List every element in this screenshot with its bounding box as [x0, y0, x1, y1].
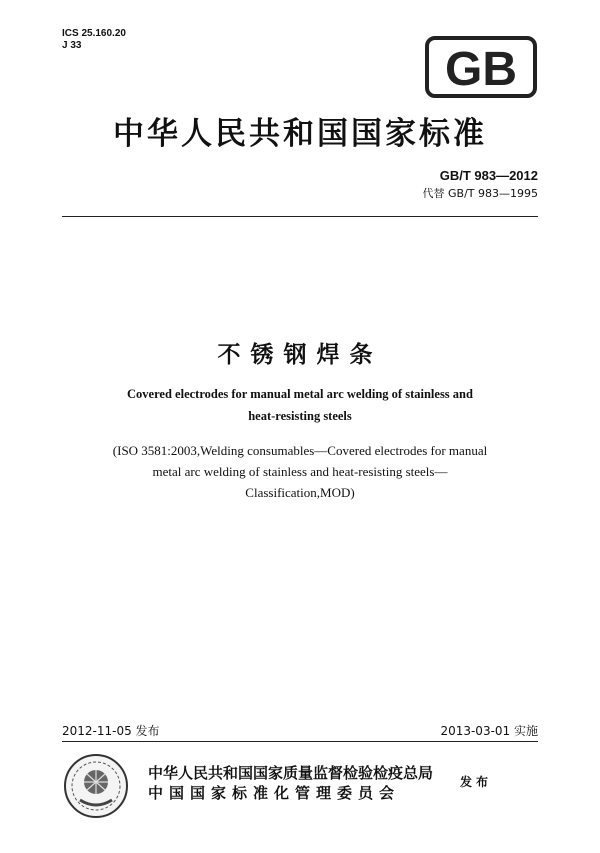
iso-reference: [75, 440, 525, 503]
title-en-line-1: Covered electrodes for manual metal arc welding of stainless and: [127, 387, 473, 401]
gb-logo: [425, 36, 537, 98]
iso-line-3: Classification,MOD): [245, 485, 355, 500]
standard-code-block: [423, 168, 538, 201]
title-en-line-2: heat-resisting steels: [248, 409, 352, 423]
document-title-cn: 不锈钢焊条: [217, 342, 383, 368]
ics-classification: [62, 28, 126, 52]
ccs-code: J 33: [62, 40, 82, 51]
implementation-date: 2013-03-01 实施: [440, 724, 538, 738]
standard-number: GB/T 983—2012: [439, 168, 538, 183]
replaces-standard: 代替 GB/T 983—1995: [422, 187, 538, 200]
issuer-seal-icon: [62, 752, 130, 820]
national-standard-title: 中华人民共和国国家标准: [113, 116, 487, 152]
ics-code: ICS 25.160.20: [62, 28, 126, 39]
issue-date: 2012-11-05 发布: [62, 724, 160, 738]
iso-line-1: (ISO 3581:2003,Welding consumables—Covered electrodes for manual: [112, 443, 488, 458]
issuing-authorities: [148, 763, 433, 803]
issuer-1: 中华人民共和国国家质量监督检验检疫总局: [148, 764, 434, 782]
document-title-en: [70, 383, 530, 427]
gb-logo-text: GB: [445, 43, 517, 96]
issuer-2: 中国国家标准化管理委员会: [148, 784, 401, 802]
publish-label: 发布: [460, 775, 493, 789]
bottom-divider: [62, 741, 538, 742]
iso-line-2: metal arc welding of stainless and heat-resisting steels—: [152, 464, 448, 479]
top-divider: [62, 216, 538, 217]
